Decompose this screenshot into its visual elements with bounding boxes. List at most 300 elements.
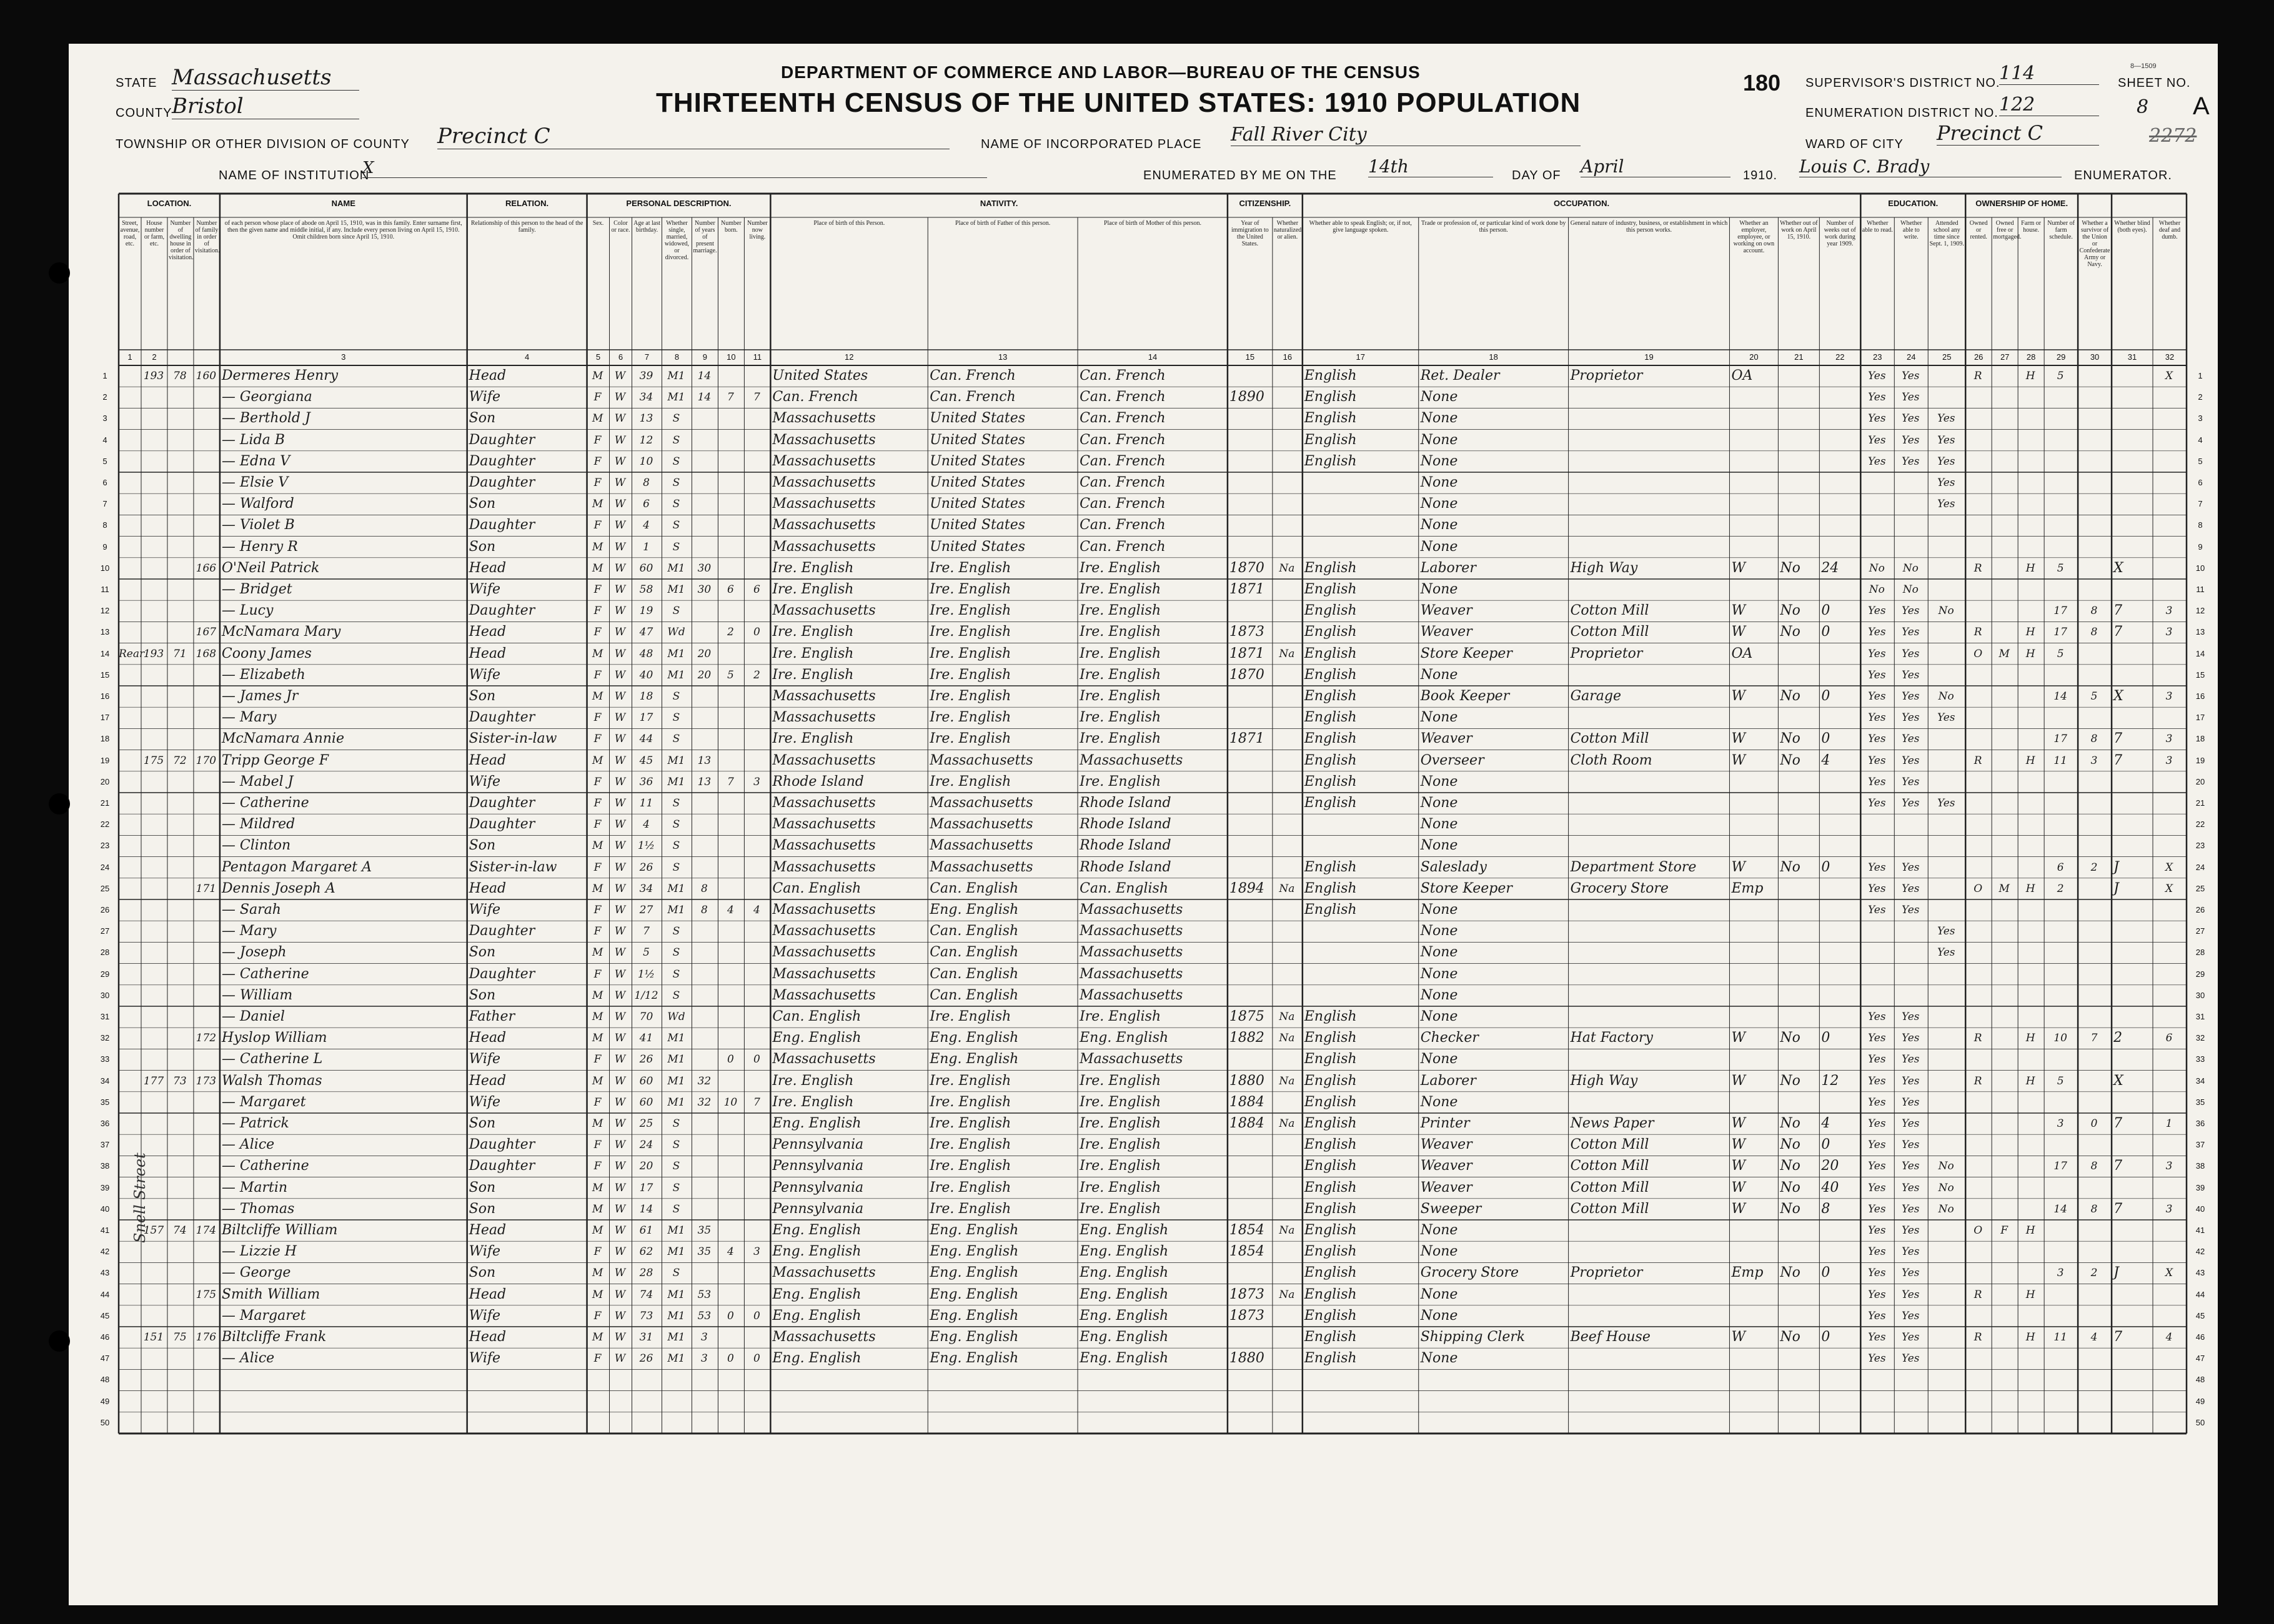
table-cell: Yes (1868, 647, 1886, 660)
table-cell: 0 (1821, 1030, 1830, 1046)
group-header: CITIZENSHIP. (1239, 199, 1291, 208)
table-cell: Yes (1937, 946, 1955, 959)
table-cell: M1 (667, 882, 685, 895)
table-cell: Yes (1937, 797, 1955, 810)
row-number-right: 37 (2195, 1140, 2205, 1150)
table-cell: M (592, 690, 603, 703)
table-cell: Na (1279, 1288, 1295, 1301)
table-cell: Daughter (469, 603, 535, 619)
table-cell: Overseer (1420, 752, 1484, 768)
table-cell: 26 (639, 1053, 653, 1066)
table-cell: Ire. English (930, 603, 1011, 619)
row-number-right: 34 (2195, 1076, 2205, 1086)
column-description: Relationship of this person to the head of the family. (470, 220, 583, 234)
table-cell: English (1304, 880, 1357, 896)
column-number: 4 (524, 352, 530, 362)
table-cell: W (614, 1267, 626, 1280)
table-cell: Massachusetts (772, 517, 876, 533)
table-cell: — Sarah (221, 902, 281, 918)
table-cell: 6 (727, 583, 734, 596)
column-description: Whether single, married, widowed, or divorced. (664, 220, 690, 261)
row-number-left: 36 (100, 1119, 110, 1128)
table-cell: W (1731, 1116, 1746, 1131)
table-cell: M1 (667, 1309, 685, 1322)
table-cell: 8 (643, 477, 650, 489)
group-header: NAME (331, 199, 355, 208)
table-cell: Can. English (930, 987, 1019, 1003)
column-number: 26 (1974, 352, 1984, 362)
table-cell: Yes (1868, 1224, 1886, 1237)
table-cell: 13 (697, 754, 712, 767)
table-cell: 0 (1821, 1137, 1830, 1153)
table-cell: Head (469, 1030, 507, 1046)
table-cell: F (593, 925, 602, 938)
table-cell: W (614, 605, 626, 618)
table-cell: Na (1279, 1074, 1295, 1087)
table-cell: 170 (196, 754, 217, 767)
table-cell: F (593, 455, 602, 468)
table-cell: Eng. English (772, 1244, 861, 1260)
table-cell: F (593, 818, 602, 831)
table-cell: Weaver (1420, 1158, 1472, 1174)
table-cell: Ire. English (772, 582, 854, 597)
table-cell: Na (1279, 1117, 1295, 1130)
table-cell: Yes (1937, 498, 1955, 511)
table-cell: — William (221, 987, 293, 1003)
table-cell: S (672, 1202, 680, 1216)
table-cell: None (1420, 1244, 1458, 1260)
column-description: Whether blind (both eyes). (2114, 220, 2150, 234)
table-cell: Ire. English (772, 1072, 854, 1089)
table-cell: W (614, 370, 626, 382)
table-cell: Ire. English (930, 560, 1011, 576)
table-cell: Can. French (930, 389, 1016, 405)
table-cell: M1 (667, 562, 685, 575)
table-cell: 3 (701, 1352, 708, 1365)
column-description: Number born. (721, 220, 742, 234)
table-cell: H (2025, 754, 2035, 767)
table-cell: Yes (1868, 1160, 1886, 1173)
row-number-right: 44 (2195, 1289, 2205, 1299)
column-number: 6 (618, 352, 623, 362)
table-cell: 8 (1821, 1201, 1830, 1217)
table-cell: M1 (667, 370, 685, 382)
state-label: STATE (116, 76, 157, 90)
table-cell: Ire. English (930, 1072, 1011, 1089)
column-description: Whether an employer, employee, or working on own account. (1733, 220, 1775, 254)
table-cell: 1873 (1229, 1307, 1264, 1324)
row-number-left: 3 (102, 413, 107, 423)
table-cell: Ire. English (930, 624, 1011, 640)
table-cell: — Alice (221, 1350, 275, 1367)
table-cell: 8 (701, 904, 708, 916)
table-cell: Yes (1901, 370, 1920, 382)
table-cell: — Henry R (221, 538, 298, 555)
table-cell: 8 (2090, 1202, 2098, 1216)
table-cell: Ire. English (1080, 645, 1161, 661)
table-cell: Rhode Island (772, 773, 864, 790)
table-cell: W (614, 1288, 626, 1301)
table-cell: 24 (639, 1139, 653, 1152)
row-number-right: 40 (2195, 1204, 2205, 1214)
table-cell: Proprietor (1570, 645, 1643, 661)
table-cell: 1½ (637, 839, 655, 853)
table-cell: Eng. English (772, 1222, 861, 1238)
table-cell: 1884 (1229, 1094, 1264, 1110)
table-cell: United States (930, 496, 1026, 512)
table-cell: O (1974, 647, 1983, 660)
table-cell: F (593, 861, 602, 874)
table-cell: Ire. English (1080, 773, 1161, 790)
row-number-right: 32 (2195, 1033, 2205, 1043)
enum-day-value: 14th (1368, 156, 1493, 177)
table-cell: Pennsylvania (772, 1179, 864, 1196)
table-cell: 176 (196, 1331, 217, 1344)
table-cell: 4 (643, 519, 650, 532)
township-label: TOWNSHIP OR OTHER DIVISION OF COUNTY (116, 137, 410, 151)
table-cell: — Mabel J (221, 773, 294, 790)
column-number: 16 (1283, 352, 1293, 362)
table-cell: — Martin (221, 1179, 288, 1196)
table-cell: Yes (1868, 1032, 1886, 1045)
table-cell: None (1420, 795, 1458, 811)
table-cell: 174 (196, 1224, 217, 1237)
table-cell: None (1420, 1307, 1458, 1324)
table-cell: M1 (667, 775, 685, 788)
table-cell: None (1420, 1009, 1458, 1024)
row-number-left: 13 (100, 627, 110, 637)
table-cell: Massachusetts (772, 987, 876, 1003)
table-cell: 193 (143, 647, 164, 660)
table-cell: Ire. English (1080, 582, 1161, 597)
table-cell: Yes (1868, 733, 1886, 746)
row-number-left: 26 (100, 905, 110, 914)
table-cell: — Violet B (221, 517, 295, 533)
table-cell: Yes (1868, 711, 1886, 725)
table-cell: Yes (1868, 668, 1886, 681)
table-cell: English (1304, 603, 1357, 619)
ward-label: WARD OF CITY (1805, 137, 1904, 151)
row-number-right: 47 (2195, 1354, 2205, 1364)
row-number-right: 45 (2195, 1310, 2205, 1320)
column-number: 24 (1907, 352, 1916, 362)
table-cell: S (672, 519, 680, 532)
table-cell: Wd (667, 1011, 685, 1023)
table-cell: Eng. English (772, 1286, 861, 1302)
table-cell: Emp (1731, 880, 1764, 896)
table-cell: Ire. English (1080, 731, 1161, 747)
table-cell: Smith William (221, 1286, 320, 1302)
table-cell: No (1780, 731, 1800, 747)
table-cell: Eng. English (772, 1307, 861, 1324)
table-cell: Massachusetts (772, 838, 876, 854)
table-cell: No (1780, 859, 1800, 875)
table-cell: S (672, 711, 680, 725)
table-cell: F (593, 733, 602, 746)
table-cell: M (1998, 882, 2010, 895)
row-number-right: 4 (2198, 435, 2203, 445)
table-cell: W (1731, 1072, 1746, 1089)
table-cell: Massachusetts (772, 1265, 876, 1281)
table-cell: 14 (639, 1202, 653, 1216)
table-cell: Massachusetts (1080, 752, 1183, 768)
table-cell: Yes (1868, 1245, 1886, 1259)
table-cell: Emp (1731, 1265, 1764, 1281)
table-cell: Daughter (469, 475, 535, 490)
row-number-left: 31 (100, 1012, 110, 1021)
table-cell: 62 (639, 1245, 653, 1259)
table-cell: M (592, 1331, 603, 1344)
table-cell: Yes (1901, 733, 1920, 746)
table-cell: W (614, 818, 626, 831)
table-cell: Yes (1901, 1288, 1920, 1301)
page-number: 180 (1743, 70, 1781, 96)
table-cell: Massachusetts (772, 432, 876, 448)
column-description: Attended school any time since Sept. 1, 1909. (1929, 220, 1964, 247)
table-cell: Ire. English (772, 666, 854, 683)
column-description: Farm or house. (2021, 220, 2042, 234)
table-cell: W (614, 882, 626, 895)
table-cell: M1 (667, 1074, 685, 1087)
table-cell: Weaver (1420, 603, 1472, 619)
table-cell: M1 (667, 583, 685, 596)
table-cell: 1880 (1229, 1350, 1264, 1367)
table-cell: W (614, 775, 626, 788)
table-cell: Yes (1868, 433, 1886, 447)
table-cell: Yes (1901, 1053, 1920, 1066)
column-number: 13 (998, 352, 1008, 362)
table-cell: Can. French (1080, 538, 1166, 555)
table-cell: 17 (2053, 605, 2067, 618)
table-cell: Rhode Island (1080, 838, 1171, 854)
place-label: NAME OF INCORPORATED PLACE (981, 137, 1202, 151)
table-cell: 0 (727, 1309, 734, 1322)
table-cell: Wife (469, 1051, 501, 1067)
table-cell: 0 (753, 626, 760, 639)
table-cell: Can. French (1080, 410, 1166, 427)
table-cell: M (592, 1267, 603, 1280)
table-cell: — Berthold J (221, 410, 310, 427)
table-cell: No (1938, 690, 1954, 703)
table-cell: Yes (1868, 882, 1886, 895)
table-cell: 53 (697, 1309, 712, 1322)
table-cell: Garage (1570, 688, 1622, 704)
table-cell: None (1420, 475, 1458, 490)
table-cell: 27 (639, 904, 653, 916)
table-cell: Yes (1901, 1245, 1920, 1259)
column-number: 9 (702, 352, 708, 362)
table-cell: Yes (1901, 1181, 1920, 1194)
table-cell: H (2025, 370, 2035, 382)
table-cell: S (672, 477, 680, 489)
table-cell: Massachusetts (1080, 966, 1183, 982)
table-cell: Yes (1868, 1096, 1886, 1109)
table-cell: English (1304, 1286, 1357, 1302)
table-cell: Cotton Mill (1570, 1158, 1649, 1174)
table-cell: W (1731, 1179, 1746, 1196)
table-cell: Massachusetts (772, 752, 876, 768)
table-cell: Eng. English (930, 1222, 1019, 1238)
table-cell: 28 (639, 1267, 653, 1280)
table-cell: 2 (2057, 882, 2064, 895)
table-cell: M (592, 647, 603, 660)
table-cell: Can. French (1080, 432, 1166, 448)
table-cell: 7 (2113, 1201, 2123, 1217)
row-number-left: 27 (100, 926, 110, 936)
table-cell: — Elizabeth (221, 666, 305, 683)
table-cell: Wife (469, 582, 501, 597)
table-cell: S (672, 690, 680, 703)
table-cell: 4 (2090, 1331, 2098, 1344)
table-cell: 17 (2053, 733, 2067, 746)
table-cell: F (593, 1245, 602, 1259)
table-cell: W (1731, 752, 1746, 768)
row-number-left: 44 (100, 1289, 110, 1299)
row-number-left: 28 (100, 948, 110, 958)
table-cell: Weaver (1420, 624, 1472, 640)
sheet-label: SHEET NO. (2118, 76, 2191, 90)
table-cell: 40 (639, 668, 653, 681)
table-cell: R (1974, 754, 1982, 767)
column-description: Age at last birthday. (633, 220, 660, 234)
row-number-right: 21 (2195, 798, 2205, 808)
sheet-value: 8 (2137, 96, 2149, 118)
column-number: 17 (1356, 352, 1366, 362)
column-description: Color or race. (611, 220, 630, 234)
table-cell: S (672, 455, 680, 468)
row-number-left: 19 (100, 755, 110, 765)
table-cell: J (2113, 859, 2119, 875)
table-cell: Massachusetts (772, 603, 876, 619)
table-cell: Yes (1901, 605, 1920, 618)
table-cell: 8 (2090, 1160, 2098, 1173)
row-number-left: 11 (101, 585, 109, 594)
table-cell: Massachusetts (1080, 1051, 1183, 1067)
table-cell: English (1304, 1329, 1357, 1345)
table-cell: 1 (643, 540, 650, 553)
table-cell: 53 (697, 1288, 712, 1301)
table-cell: Yes (1868, 1074, 1886, 1087)
table-cell: 0 (1821, 1265, 1830, 1281)
table-cell: — Walford (221, 496, 294, 512)
table-cell: Yes (1901, 412, 1920, 425)
table-cell: 14 (2053, 690, 2067, 703)
group-header: EDUCATION. (1888, 199, 1939, 208)
table-cell: Ire. English (930, 1201, 1011, 1217)
table-cell: Rhode Island (1080, 795, 1171, 811)
table-cell: None (1420, 1222, 1458, 1238)
table-cell: Son (469, 1201, 496, 1217)
row-number-left: 41 (100, 1225, 110, 1235)
table-cell: Daughter (469, 795, 535, 811)
table-cell: M1 (667, 754, 685, 767)
table-cell: Proprietor (1570, 1265, 1643, 1281)
table-cell: Ire. English (930, 773, 1011, 790)
table-cell: F (593, 797, 602, 810)
table-cell: Dermeres Henry (221, 368, 339, 384)
table-cell: Daughter (469, 1158, 535, 1174)
row-number-right: 23 (2195, 841, 2205, 851)
table-cell: X (2113, 560, 2123, 576)
table-cell: 3 (2165, 733, 2173, 746)
table-cell: 74 (639, 1288, 653, 1301)
table-cell: Ire. English (1080, 1116, 1161, 1131)
table-cell: Massachusetts (772, 475, 876, 490)
table-cell: 60 (639, 1096, 653, 1109)
table-cell: Yes (1868, 1117, 1886, 1130)
table-cell: X (2165, 882, 2173, 895)
table-cell: — Joseph (221, 944, 287, 961)
table-cell: Na (1279, 1011, 1295, 1023)
table-cell: 0 (1821, 1329, 1830, 1345)
column-description: Whether able to speak English; or, if not, give language spoken. (1309, 220, 1412, 234)
table-cell: 1870 (1229, 560, 1264, 576)
table-cell: No (1780, 1158, 1800, 1174)
table-cell: Son (469, 1179, 496, 1196)
table-cell: W (614, 1032, 626, 1045)
row-number-left: 39 (100, 1182, 110, 1192)
table-cell: 1882 (1229, 1030, 1264, 1046)
enum-district-label: ENUMERATION DISTRICT NO. (1805, 106, 1998, 120)
table-cell: W (614, 839, 626, 853)
table-cell: 0 (727, 1352, 734, 1365)
table-cell: Eng. English (930, 1030, 1019, 1046)
row-number-right: 24 (2195, 862, 2205, 872)
column-number: 8 (674, 352, 680, 362)
table-cell: F (593, 904, 602, 916)
row-number-left: 2 (102, 392, 107, 402)
table-cell: M (592, 1288, 603, 1301)
table-cell: Massachusetts (930, 859, 1033, 875)
table-cell: 48 (639, 647, 653, 660)
row-number-left: 33 (100, 1054, 110, 1064)
table-cell: Ire. English (930, 731, 1011, 747)
table-cell: M (592, 412, 603, 425)
table-cell: W (614, 1011, 626, 1023)
table-cell: 3 (753, 775, 760, 788)
table-cell: 26 (639, 1352, 653, 1365)
table-cell: Daughter (469, 923, 535, 939)
table-cell: 58 (639, 583, 653, 596)
table-cell: Wife (469, 389, 501, 405)
table-cell: Head (469, 645, 507, 661)
table-cell: F (593, 391, 602, 404)
table-cell: None (1420, 1350, 1458, 1367)
table-cell: Eng. English (772, 1350, 861, 1367)
table-cell: English (1304, 666, 1357, 683)
census-title: THIRTEENTH CENSUS OF THE UNITED STATES: 1910 POPULATION (656, 87, 1581, 118)
table-cell: 1 (2165, 1117, 2173, 1130)
table-cell: 3 (2057, 1117, 2064, 1130)
table-cell: Yes (1868, 370, 1886, 382)
row-number-right: 12 (2195, 606, 2205, 616)
table-cell: R (1974, 1032, 1982, 1045)
table-cell: Head (469, 1286, 507, 1302)
sheet-letter: A (2193, 92, 2210, 120)
table-cell: 12 (1821, 1072, 1839, 1089)
table-cell: Ire. English (930, 688, 1011, 704)
table-cell: Eng. English (930, 1307, 1019, 1324)
table-cell: — Edna V (221, 453, 290, 469)
table-cell: 0 (753, 1053, 760, 1066)
table-cell: W (614, 797, 626, 810)
table-cell: English (1304, 368, 1357, 384)
table-cell: 13 (697, 775, 712, 788)
table-cell: 177 (143, 1074, 164, 1087)
table-cell: F (593, 775, 602, 788)
table-cell: Can. English (1080, 880, 1169, 896)
row-number-right: 28 (2195, 948, 2205, 958)
